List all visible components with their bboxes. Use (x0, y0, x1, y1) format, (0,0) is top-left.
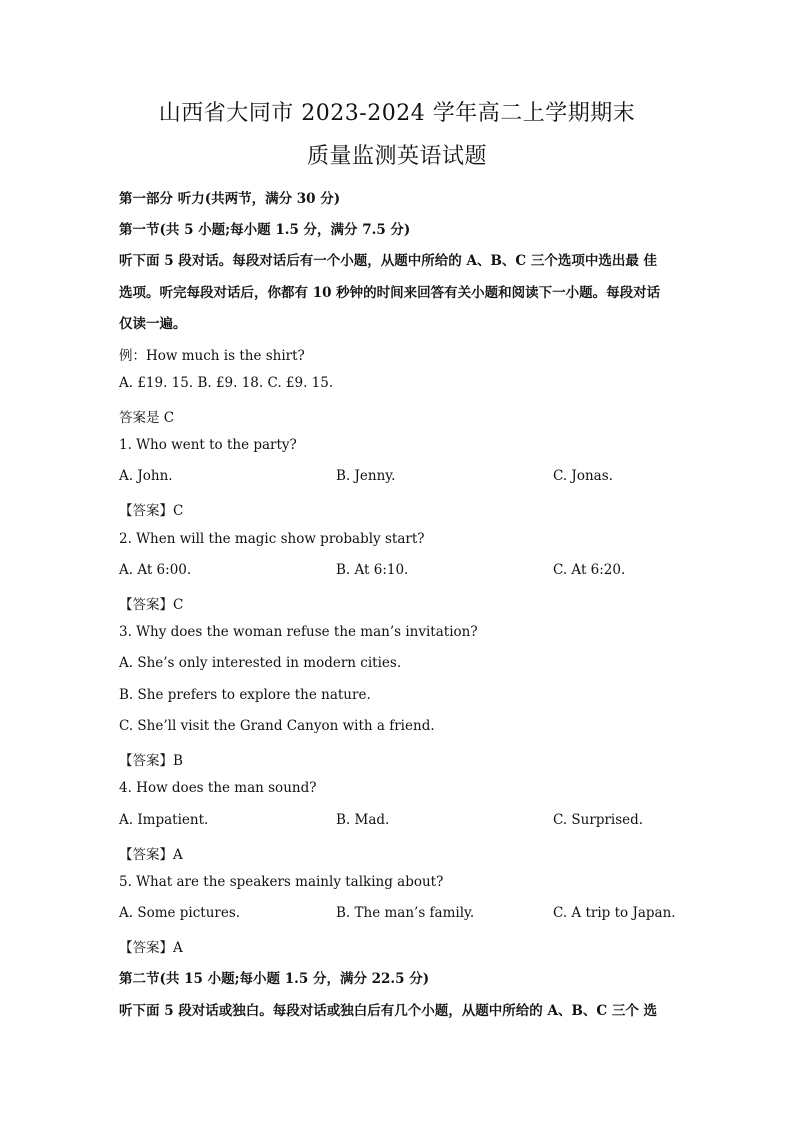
section2-heading: 第二节(共 15 小题;每小题 1.5 分，满分 22.5 分) (119, 971, 430, 987)
section1-heading: 第一节(共 5 小题;每小题 1.5 分，满分 7.5 分) (119, 222, 411, 238)
q1-stem: 1. Who went to the party? (119, 437, 297, 453)
q1-option-b: B. Jenny. (336, 468, 396, 484)
q1-answer: 【答案】C (119, 503, 184, 519)
q4-answer: 【答案】A (119, 847, 183, 863)
q3-option-a: A. She’s only interested in modern cities. (119, 655, 402, 671)
q1-option-c: C. Jonas. (553, 468, 613, 484)
example-question: 例：How much is the shirt? (119, 348, 305, 364)
title-line-2: 质量监测英语试题 (306, 144, 487, 169)
q5-answer: 【答案】A (119, 940, 183, 956)
section2-instruction: 听下面 5 段对话或独白。每段对话或独白后有几个小题，从题中所给的 A、B、C 三个 选 (119, 1003, 658, 1019)
example-options: A. £19. 15. B. £9. 18. C. £9. 15. (119, 375, 334, 391)
q2-option-a: A. At 6:00. (119, 562, 192, 578)
q5-option-c: C. A trip to Japan. (553, 905, 676, 921)
title-line-1: 山西省大同市 2023-2024 学年高二上学期期末 (158, 101, 636, 126)
q2-stem: 2. When will the magic show probably start? (119, 531, 425, 547)
q1-option-a: A. John. (119, 468, 173, 484)
q3-option-b: B. She prefers to explore the nature. (119, 687, 371, 703)
example-answer: 答案是 C (119, 410, 175, 426)
q5-option-a: A. Some pictures. (119, 905, 241, 921)
q4-option-a: A. Impatient. (119, 812, 209, 828)
part1-heading: 第一部分 听力(共两节，满分 30 分) (119, 191, 341, 207)
q3-answer: 【答案】B (119, 753, 183, 769)
instruction-line-3: 仅读一遍。 (119, 316, 187, 332)
q4-option-c: C. Surprised. (553, 812, 644, 828)
q4-stem: 4. How does the man sound? (119, 780, 317, 796)
q5-option-b: B. The man’s family. (336, 905, 475, 921)
q3-option-c: C. She’ll visit the Grand Canyon with a friend. (119, 718, 435, 734)
q2-option-c: C. At 6:20. (553, 562, 626, 578)
q2-option-b: B. At 6:10. (336, 562, 409, 578)
q4-option-b: B. Mad. (336, 812, 390, 828)
q2-answer: 【答案】C (119, 597, 184, 613)
q5-stem: 5. What are the speakers mainly talking about? (119, 874, 444, 890)
instruction-line-2: 选项。听完每段对话后，你都有 10 秒钟的时间来回答有关小题和阅读下一小题。每段对话 (119, 285, 661, 301)
q3-stem: 3. Why does the woman refuse the man’s invitation? (119, 624, 478, 640)
instruction-line-1: 听下面 5 段对话。每段对话后有一个小题，从题中所给的 A、B、C 三个选项中选出最 佳 (119, 253, 658, 269)
